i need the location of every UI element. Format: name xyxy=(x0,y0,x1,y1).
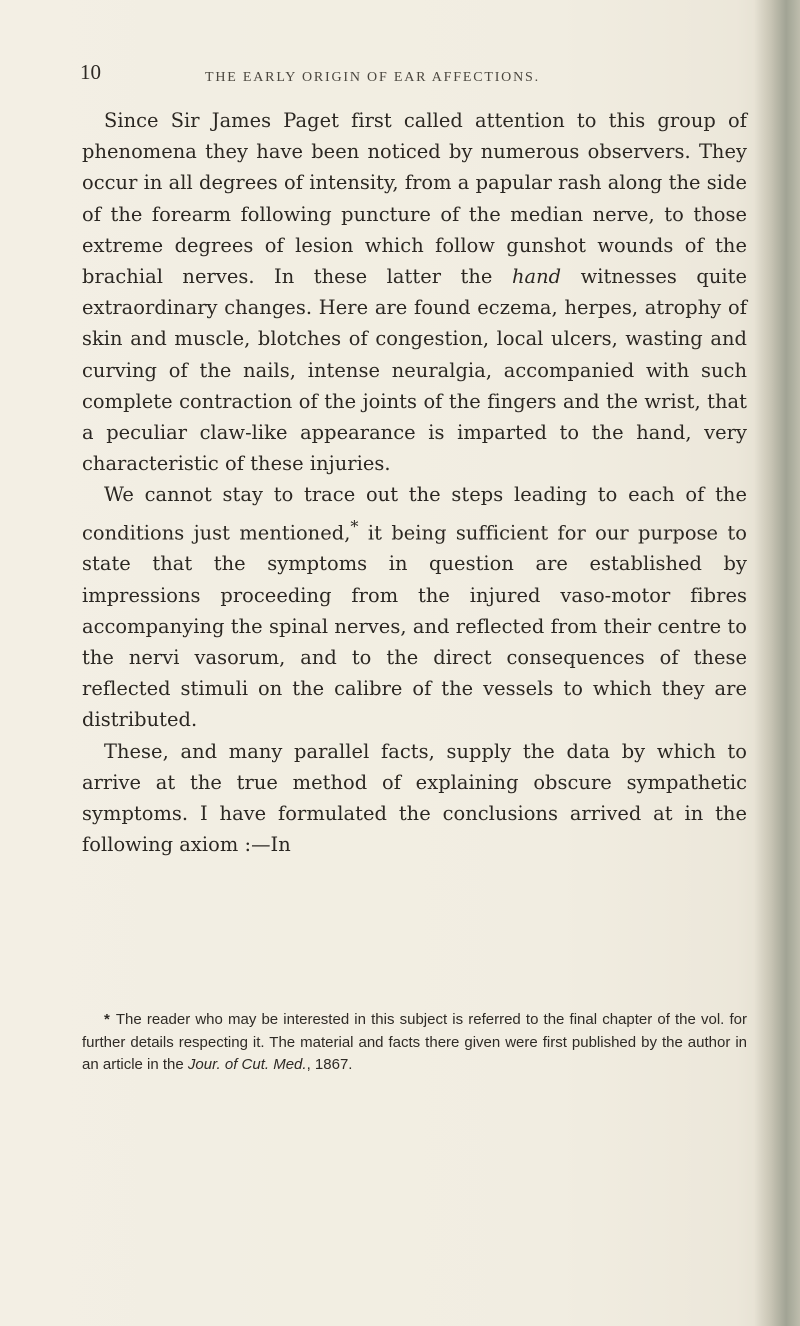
paragraph-1-italic: hand xyxy=(511,265,562,289)
paragraph-2 xyxy=(82,479,747,735)
running-title: THE EARLY ORIGIN OF EAR AFFECTIONS. xyxy=(205,70,540,85)
page-header xyxy=(0,60,800,90)
footnote-paragraph xyxy=(82,1009,747,1077)
paragraph-1-part-a: Since Sir James Paget first called attention to this group of phenomena they have been noticed by numerous observers. They occur in all degrees of intensity, from a papular rash along the side of the forearm following puncture of the median nerve, to those extreme degrees of lesion which follow gunshot wounds of the brachial nerves. In these latter the xyxy=(82,109,747,289)
footnote-text-b: , 1867. xyxy=(306,1056,353,1074)
footnote-marker: * xyxy=(104,1011,110,1028)
footnote-text-a: The reader who may be interested in this subject is referred to the final chapter of the vol. for further details respecting it. The material and facts there given were first published by the author in an article in the xyxy=(82,1011,747,1074)
paragraph-3-text: These, and many parallel facts, supply the data by which to arrive at the true method of explaining obscure sympathetic symptoms. I have formulated the conclusions arrived at in the following axiom :—In xyxy=(82,739,747,857)
footnote xyxy=(82,1009,747,1077)
page-number: 10 xyxy=(80,60,101,84)
footnote-reference: * xyxy=(350,516,359,536)
paragraph-2-part-a: We cannot stay to trace out the steps leading to each of the conditions just mentioned, xyxy=(82,483,747,545)
body-text xyxy=(82,105,747,860)
footnote-journal: Jour. of Cut. Med. xyxy=(187,1056,307,1074)
paragraph-2-part-b: it being sufficient for our purpose to state that the symptoms in question are established by impressions proceeding from the injured vaso-motor fibres accompanying the spinal nerves, and reflected from their centre to the nervi vasorum, and to the direct consequences of these reflected stimuli on the calibre of the vessels to which they are distributed. xyxy=(82,521,747,732)
paragraph-3 xyxy=(82,736,747,861)
paragraph-1-part-b: witnesses quite extraordinary changes. Here are found eczema, herpes, atrophy of skin and muscle, blotches of congestion, local ulcers, wasting and curving of the nails, intense neuralgia, accompanied with such complete contraction of the joints of the fingers and the wrist, that a peculiar claw-like appearance is imparted to the hand, very characteristic of these injuries. xyxy=(82,265,748,476)
page-edge-shadow xyxy=(754,0,800,1326)
paragraph-1 xyxy=(82,105,747,479)
